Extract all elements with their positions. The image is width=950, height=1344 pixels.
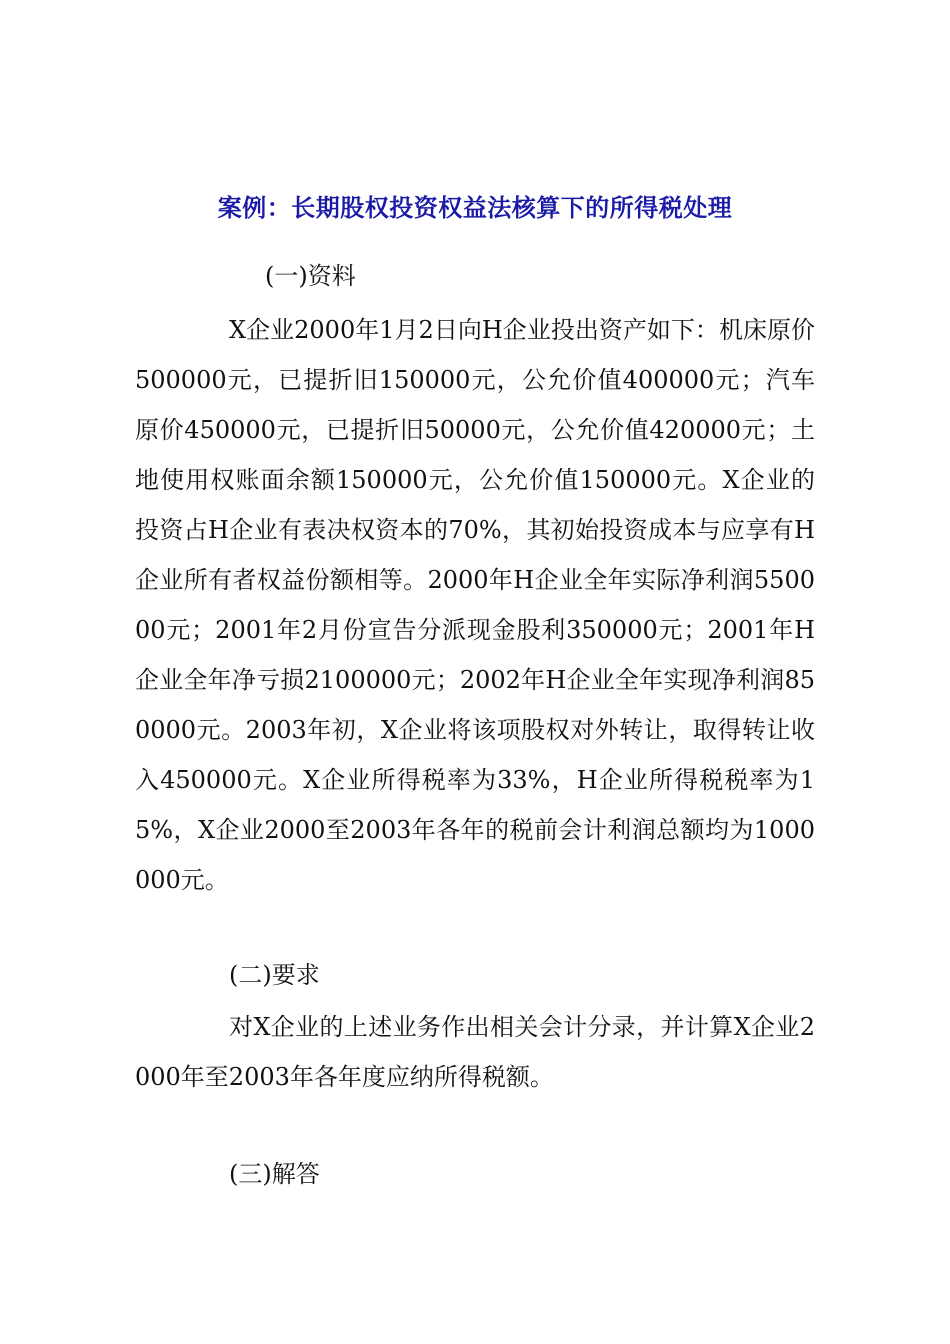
section-paragraph-materials: X企业2000年1月2日向H企业投出资产如下：机床原价500000元，已提折旧150000元，公允价值400000元；汽车原价450000元，已提折旧50000元，公允价值420000元；土地使用权账面余额150000元，公允价值150000元。X企业的投资占H企业有表决权资本的70%，其初始投资成本与应享有H企业所有者权益份额相等。2000年H企业全年实际净利润550000元；2001年2月份宣告分派现金股利350000元；2001年H企业全年净亏损2100000元；2002年H企业全年实现净利润850000元。2003年初，X企业将该项股权对外转让，取得转让收入450000元。X企业所得税率为33%，H企业所得税税率为15%，X企业2000至2003年各年的税前会计利润总额均为1000000元。 — [135, 316, 815, 894]
section-heading-requirements: (二)要求 — [229, 961, 320, 989]
section-heading-answer: (三)解答 — [229, 1160, 320, 1188]
section-paragraph-requirements: 对X企业的上述业务作出相关会计分录，并计算X企业2000年至2003年各年度应纳所得税额。 — [135, 1013, 815, 1091]
section-heading-materials: (一)资料 — [265, 262, 356, 290]
document-title: 案例：长期股权投资权益法核算下的所得税处理 — [217, 194, 733, 222]
